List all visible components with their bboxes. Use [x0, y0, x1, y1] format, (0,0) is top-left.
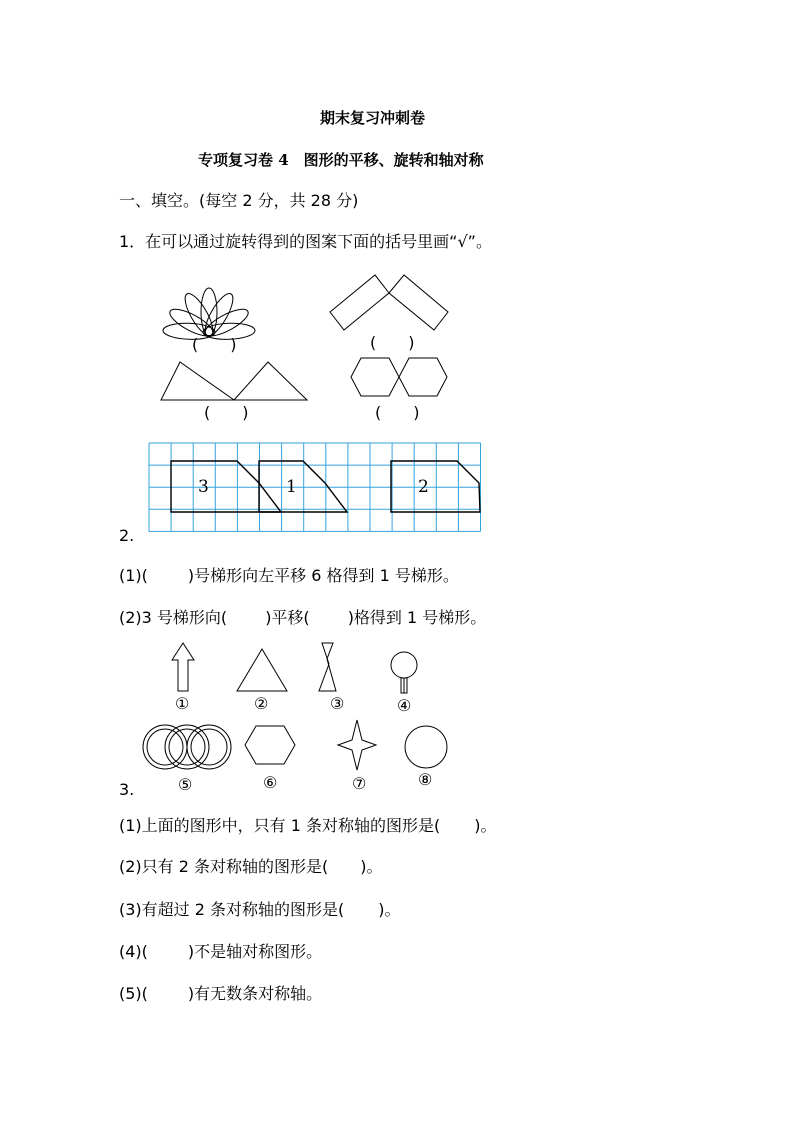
shape-8-circle — [405, 726, 447, 768]
q2-part2-prefix: (2)3 号梯形向( — [119, 608, 228, 627]
shape-2-triangle — [237, 649, 287, 691]
trapezoid-label-3: 3 — [198, 477, 209, 497]
q1-paren-hexagons[interactable]: ( ) — [375, 403, 420, 422]
q3-part1-suffix: )。 — [474, 816, 497, 835]
q2-part2-mid: )平移( — [265, 608, 310, 627]
shape-4-fan — [391, 652, 417, 693]
q3-part5-prefix: (5)( — [119, 984, 148, 1003]
q3-part3-suffix: )。 — [378, 900, 401, 919]
trapezoid-label-1: 1 — [286, 477, 297, 497]
q3-part2-prefix: (2)只有 2 条对称轴的图形是( — [119, 857, 329, 876]
shape-label-8: ⑧ — [418, 770, 433, 789]
shape-label-3: ③ — [330, 694, 345, 713]
q2-part1-prefix: (1)( — [119, 566, 148, 585]
shape-3-hourglass — [319, 643, 336, 691]
q3-part5-suffix: )有无数条对称轴。 — [187, 984, 323, 1003]
shape-1-arrow — [172, 643, 194, 691]
q2-part2-suffix: )格得到 1 号梯形。 — [347, 608, 487, 627]
q3-part1 — [119, 816, 497, 836]
q3-part5 — [119, 984, 322, 1004]
page-subtitle: 专项复习卷 4 图形的平移、旋转和轴对称 — [198, 151, 484, 169]
q1-paren-triangles[interactable]: ( ) — [204, 403, 249, 422]
shape-7-star — [338, 720, 376, 770]
shape-6-hexagon — [245, 726, 295, 764]
q1-prompt: 1．在可以通过旋转得到的图案下面的括号里画“√”。 — [119, 232, 492, 251]
page-title: 期末复习冲刺卷 — [320, 109, 426, 127]
q3-part2 — [119, 857, 383, 877]
q3-part2-suffix: )。 — [360, 857, 383, 876]
shape-label-6: ⑥ — [263, 773, 278, 792]
q2-number: 2. — [119, 526, 135, 545]
q3-part4-suffix: )不是轴对称图形。 — [187, 942, 323, 961]
q3-part3-prefix: (3)有超过 2 条对称轴的图形是( — [119, 900, 345, 919]
trapezoid-label-2: 2 — [418, 477, 429, 497]
q3-part4-prefix: (4)( — [119, 942, 148, 961]
q3-part1-prefix: (1)上面的图形中，只有 1 条对称轴的图形是( — [119, 816, 441, 835]
shape-label-7: ⑦ — [352, 774, 367, 793]
shape-label-1: ① — [175, 694, 190, 713]
shape-label-2: ② — [254, 694, 269, 713]
q1-paren-rectangles[interactable]: ( ) — [370, 333, 415, 352]
shape-label-4: ④ — [397, 696, 412, 715]
q2-part1-suffix: )号梯形向左平移 6 格得到 1 号梯形。 — [187, 566, 459, 585]
section-heading: 一、填空。(每空 2 分，共 28 分) — [119, 191, 359, 210]
q1-paren-flower[interactable]: ( ) — [192, 335, 237, 354]
q3-part3 — [119, 900, 401, 920]
shape-label-5: ⑤ — [178, 775, 193, 794]
shape-5-rings — [143, 725, 231, 769]
q3-part4 — [119, 942, 322, 962]
q3-number: 3. — [119, 780, 135, 799]
